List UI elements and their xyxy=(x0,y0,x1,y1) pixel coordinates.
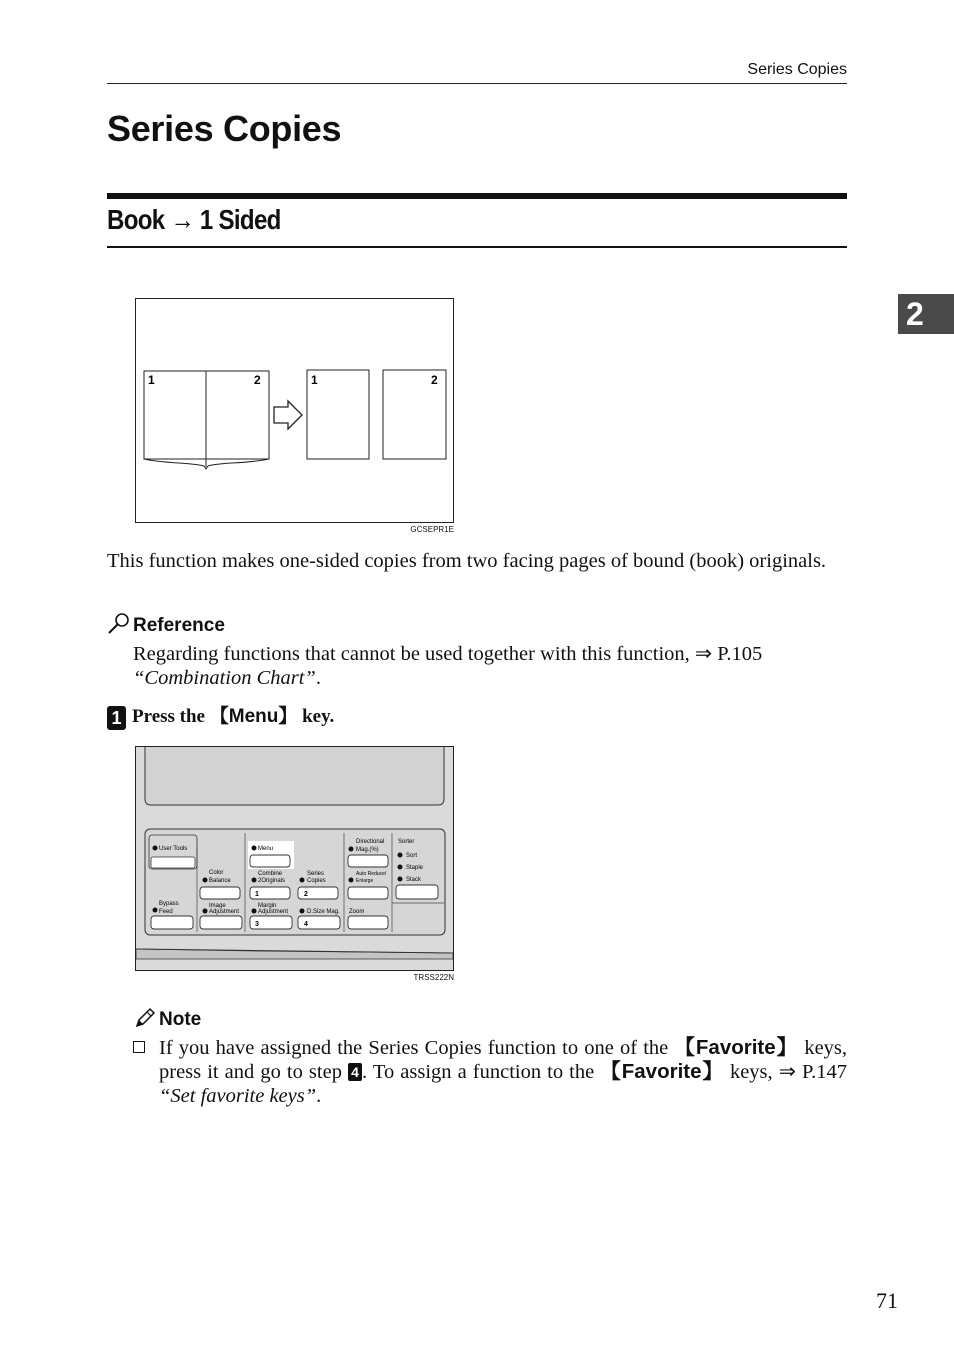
copy-1-number: 1 xyxy=(311,373,318,387)
right-arrow-icon xyxy=(274,401,302,429)
pencil-icon xyxy=(133,1006,157,1030)
originals-label: 2Originals xyxy=(258,878,286,884)
stack-label: Stack xyxy=(406,877,422,883)
auto-reduce-label: Auto Reduce/ xyxy=(356,871,387,877)
key-3-label: 3 xyxy=(255,921,259,928)
zoom-label: Zoom xyxy=(349,909,365,915)
page-number: 71 xyxy=(876,1288,898,1313)
series-label: Series xyxy=(307,871,325,877)
section-heading xyxy=(107,204,847,248)
figure-2-code: TRSS222N xyxy=(413,973,454,982)
directional-label: Directional xyxy=(356,839,385,845)
checkbox-bullet-icon xyxy=(133,1041,145,1053)
reference-text xyxy=(133,642,847,690)
reference-end: . xyxy=(315,667,321,689)
step-1 xyxy=(107,701,334,730)
step-prefix: Press the xyxy=(132,706,210,727)
page-title: Series Copies xyxy=(107,108,342,149)
menu-button xyxy=(250,855,290,867)
image-label: Image xyxy=(209,903,226,909)
note-part-3: . To assign a function to the xyxy=(362,1061,601,1083)
note-part-2: keys, press it and go to step xyxy=(159,1037,848,1083)
dsize-label: D.Size Mag. xyxy=(307,909,340,915)
reference-heading xyxy=(107,612,225,642)
balance-label: Balance xyxy=(209,878,231,884)
key-2-label: 2 xyxy=(304,891,308,898)
running-title: Series Copies xyxy=(747,61,847,78)
combine-label: Combine xyxy=(258,871,283,877)
user-tools-label: User Tools xyxy=(159,846,188,852)
book-page-right-number: 2 xyxy=(254,373,261,387)
chapter-tab: 2 xyxy=(898,294,954,334)
magnifier-icon xyxy=(107,612,131,636)
section-heading-text: Book → 1 Sided xyxy=(107,204,281,235)
note-end: . xyxy=(316,1085,322,1107)
note-label: Note xyxy=(159,1009,202,1030)
reference-label: Reference xyxy=(133,615,225,636)
staple-label: Staple xyxy=(406,865,424,871)
book-page-left-number: 1 xyxy=(148,373,155,387)
figure-control-panel xyxy=(135,746,454,971)
margin-label: Margin xyxy=(258,903,277,909)
sort-label: Sort xyxy=(406,853,418,859)
menu-key-label: 【Menu】 xyxy=(209,706,298,727)
key-4-label: 4 xyxy=(304,921,308,928)
adjustment-label: Adjustment xyxy=(209,909,240,915)
favorite-key-label: 【Favorite】 xyxy=(674,1036,799,1059)
control-panel-diagram xyxy=(136,747,453,970)
note-part-4: keys, ⇒ P.147 xyxy=(723,1061,847,1083)
intro-paragraph: This function makes one-sided copies from two facing pages of bound (book) originals. xyxy=(107,550,827,572)
sorter-label: Sorter xyxy=(398,839,415,845)
note-item xyxy=(133,1036,847,1108)
copy-2-number: 2 xyxy=(431,373,438,387)
section-rule xyxy=(107,193,847,199)
step-number: 1 xyxy=(107,706,126,730)
note-link[interactable]: “Set favorite keys” xyxy=(159,1085,317,1107)
book-diagram xyxy=(136,299,453,522)
figure-book-to-1-sided xyxy=(135,298,454,523)
step-suffix: key. xyxy=(297,706,335,727)
key-1-label: 1 xyxy=(255,891,259,898)
margin-adjustment-label: Adjustment xyxy=(258,909,289,915)
mag-label: Mag.(%) xyxy=(356,847,379,853)
reference-body: Regarding functions that cannot be used together with this function, ⇒ P.105 xyxy=(133,643,763,665)
note-part-1: If you have assigned the Series Copies function to one of the xyxy=(159,1037,675,1059)
color-label: Color xyxy=(209,870,224,876)
figure-code: GCSEPR1E xyxy=(410,525,454,534)
reference-link[interactable]: “Combination Chart” xyxy=(133,667,316,689)
menu-label: Menu xyxy=(258,846,274,852)
feed-label: Feed xyxy=(159,909,173,915)
enlarge-label: Enlarge xyxy=(356,878,374,884)
note-text xyxy=(159,1036,847,1108)
bypass-label: Bypass xyxy=(159,901,179,907)
step-4-badge: 4 xyxy=(348,1063,362,1081)
favorite-key-label-2: 【Favorite】 xyxy=(600,1060,724,1083)
running-header xyxy=(107,61,847,84)
note-heading xyxy=(133,1006,202,1036)
copies-label: Copies xyxy=(307,878,326,884)
